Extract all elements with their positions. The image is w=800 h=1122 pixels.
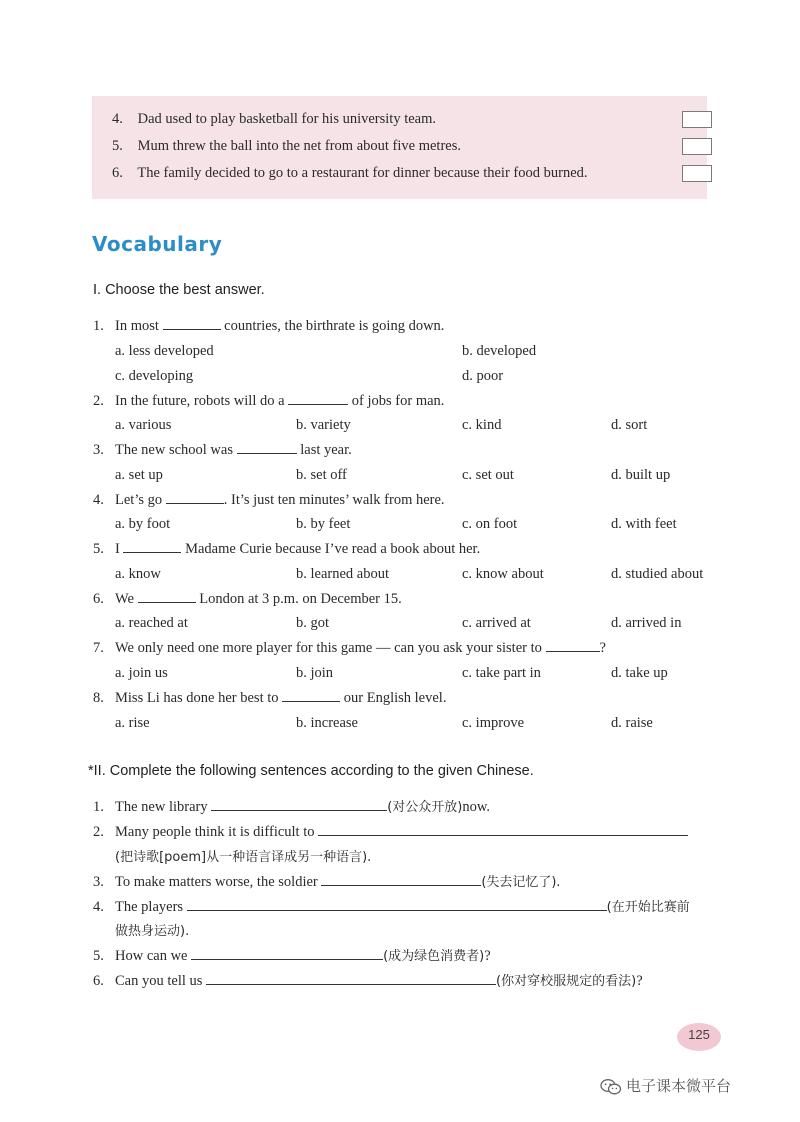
item-number: 2. [93, 824, 104, 840]
option-b[interactable]: b. got [296, 615, 330, 631]
option-b[interactable]: b. developed [462, 343, 537, 359]
tf-item [112, 107, 692, 131]
option-a[interactable]: a. reached at [115, 615, 188, 631]
chinese-hint: (对公众开放) [387, 800, 463, 815]
option-a[interactable]: a. various [115, 417, 172, 433]
watermark-text: 电子课本微平台 [626, 1077, 732, 1095]
chinese-hint: (把诗歌[poem]从一种语言译成另一种语言). [115, 850, 372, 865]
tf-answer-box[interactable] [682, 111, 712, 128]
tf-item-number: 4. [112, 111, 123, 127]
question-text-after: last year. [296, 442, 352, 458]
item-text-before: How can we [115, 948, 192, 964]
mc-question [93, 315, 713, 337]
item-text-before: Can you tell us [115, 973, 207, 989]
option-a[interactable]: a. set up [115, 467, 163, 483]
option-c[interactable]: c. on foot [462, 516, 518, 532]
mc-question [93, 588, 713, 610]
tf-item [112, 134, 692, 158]
item-number: 1. [93, 799, 104, 815]
translation-item [93, 796, 713, 818]
question-text-before: In most [115, 318, 163, 334]
option-c[interactable]: c. set out [462, 467, 514, 483]
option-b[interactable]: b. learned about [296, 566, 390, 582]
mc-question [93, 538, 713, 560]
chinese-hint: (你对穿校服规定的看法) [496, 974, 637, 989]
mc-question [93, 687, 713, 709]
section1-heading: I. Choose the best answer. [93, 282, 265, 298]
tf-answer-box[interactable] [682, 165, 712, 182]
chinese-hint: (在开始比赛前 [606, 900, 690, 915]
question-text-before: Let’s go [115, 492, 166, 508]
tf-item [112, 161, 692, 185]
question-text-before: The new school was [115, 442, 237, 458]
option-a[interactable]: a. rise [115, 715, 150, 731]
answer-blank[interactable] [166, 489, 224, 504]
section-title-vocabulary: Vocabulary [92, 232, 223, 256]
option-c[interactable]: c. arrived at [462, 615, 531, 631]
option-b[interactable]: b. by feet [296, 516, 351, 532]
answer-blank[interactable] [191, 945, 383, 960]
option-d[interactable]: d. take up [611, 665, 668, 681]
translation-item [93, 945, 713, 967]
item-text-before: To make matters worse, the soldier [115, 874, 322, 890]
options-row [115, 712, 715, 734]
option-a[interactable]: a. know [115, 566, 161, 582]
option-a[interactable]: a. less developed [115, 343, 214, 359]
option-b[interactable]: b. increase [296, 715, 358, 731]
question-text-after: countries, the birthrate is going down. [220, 318, 445, 334]
answer-blank[interactable] [318, 821, 688, 836]
question-number: 7. [93, 640, 104, 656]
answer-blank[interactable] [163, 315, 221, 330]
item-text-after: . [556, 874, 561, 890]
option-b[interactable]: b. variety [296, 417, 351, 433]
tf-item-number: 6. [112, 165, 123, 181]
question-number: 1. [93, 318, 104, 334]
option-c[interactable]: c. developing [115, 368, 194, 384]
tf-item-text: The family decided to go to a restaurant for dinner because their food burned. [137, 165, 588, 181]
chinese-hint: (失去记忆了) [481, 875, 557, 890]
translation-item [93, 871, 713, 893]
options-row [115, 464, 715, 486]
item-text-after: ? [636, 973, 643, 989]
question-text-before: I [115, 541, 124, 557]
options-row [115, 365, 715, 387]
options-row [115, 414, 715, 436]
option-b[interactable]: b. set off [296, 467, 347, 483]
mc-question [93, 637, 713, 659]
options-row [115, 513, 715, 535]
tf-answer-box[interactable] [682, 138, 712, 155]
question-text-after: . It’s just ten minutes’ walk from here. [223, 492, 445, 508]
options-row [115, 612, 715, 634]
answer-blank[interactable] [282, 687, 340, 702]
answer-blank[interactable] [187, 896, 607, 911]
option-d[interactable]: d. poor [462, 368, 504, 384]
question-number: 6. [93, 591, 104, 607]
answer-blank[interactable] [211, 796, 387, 811]
translation-item [93, 970, 713, 992]
tf-item-text: Mum threw the ball into the net from about five metres. [137, 138, 461, 154]
option-d[interactable]: d. with feet [611, 516, 677, 532]
mc-question [93, 439, 713, 461]
question-text-before: Miss Li has done her best to [115, 690, 283, 706]
section2-heading: *II. Complete the following sentences according to the given Chinese. [88, 763, 534, 779]
question-text-after: ? [599, 640, 606, 656]
question-text-before: In the future, robots will do a [115, 393, 289, 409]
item-number: 4. [93, 899, 104, 915]
options-row [115, 563, 715, 585]
question-number: 2. [93, 393, 104, 409]
watermark [600, 1074, 731, 1098]
mc-question [93, 390, 713, 412]
option-a[interactable]: a. join us [115, 665, 168, 681]
question-text-before: We [115, 591, 138, 607]
question-text-after: our English level. [340, 690, 447, 706]
item-number: 6. [93, 973, 104, 989]
option-c[interactable]: c. kind [462, 417, 502, 433]
option-b[interactable]: b. join [296, 665, 334, 681]
item-text-after: now. [462, 799, 491, 815]
question-number: 3. [93, 442, 104, 458]
tf-item-number: 5. [112, 138, 123, 154]
answer-blank[interactable] [288, 390, 348, 405]
option-d[interactable]: d. built up [611, 467, 671, 483]
option-d[interactable]: d. raise [611, 715, 653, 731]
chinese-hint: (成为绿色消费者) [383, 949, 485, 964]
item-text-before: The players [115, 899, 187, 915]
tf-item-text: Dad used to play basketball for his university team. [137, 111, 437, 127]
answer-blank[interactable] [546, 637, 600, 652]
item-text-after: ? [484, 948, 491, 964]
wechat-icon [600, 1078, 622, 1096]
question-text-after: of jobs for man. [348, 393, 445, 409]
question-number: 8. [93, 690, 104, 706]
translation-item-continuation [115, 920, 735, 942]
translation-item-continuation [115, 846, 735, 868]
question-number: 4. [93, 492, 104, 508]
option-c[interactable]: c. take part in [462, 665, 541, 681]
item-text-before: Many people think it is difficult to [115, 824, 319, 840]
option-a[interactable]: a. by foot [115, 516, 171, 532]
answer-blank[interactable] [123, 538, 181, 553]
question-text-after: Madame Curie because I’ve read a book about her. [181, 541, 481, 557]
translation-item [93, 896, 713, 918]
chinese-hint: 做热身运动). [115, 924, 190, 939]
question-text-before: We only need one more player for this game — can you ask your sister to [115, 640, 546, 656]
option-d[interactable]: d. studied about [611, 566, 704, 582]
answer-blank[interactable] [206, 970, 496, 985]
option-d[interactable]: d. arrived in [611, 615, 682, 631]
answer-blank[interactable] [237, 439, 297, 454]
option-c[interactable]: c. know about [462, 566, 544, 582]
item-number: 5. [93, 948, 104, 964]
option-c[interactable]: c. improve [462, 715, 525, 731]
question-text-after: London at 3 p.m. on December 15. [195, 591, 402, 607]
translation-item [93, 821, 713, 843]
question-number: 5. [93, 541, 104, 557]
page-number: 125 [688, 1027, 710, 1042]
item-text-before: The new library [115, 799, 212, 815]
true-false-panel [92, 96, 707, 199]
item-number: 3. [93, 874, 104, 890]
option-d[interactable]: d. sort [611, 417, 648, 433]
answer-blank[interactable] [138, 588, 196, 603]
options-row [115, 662, 715, 684]
options-row [115, 340, 715, 362]
answer-blank[interactable] [321, 871, 481, 886]
mc-question [93, 489, 713, 511]
